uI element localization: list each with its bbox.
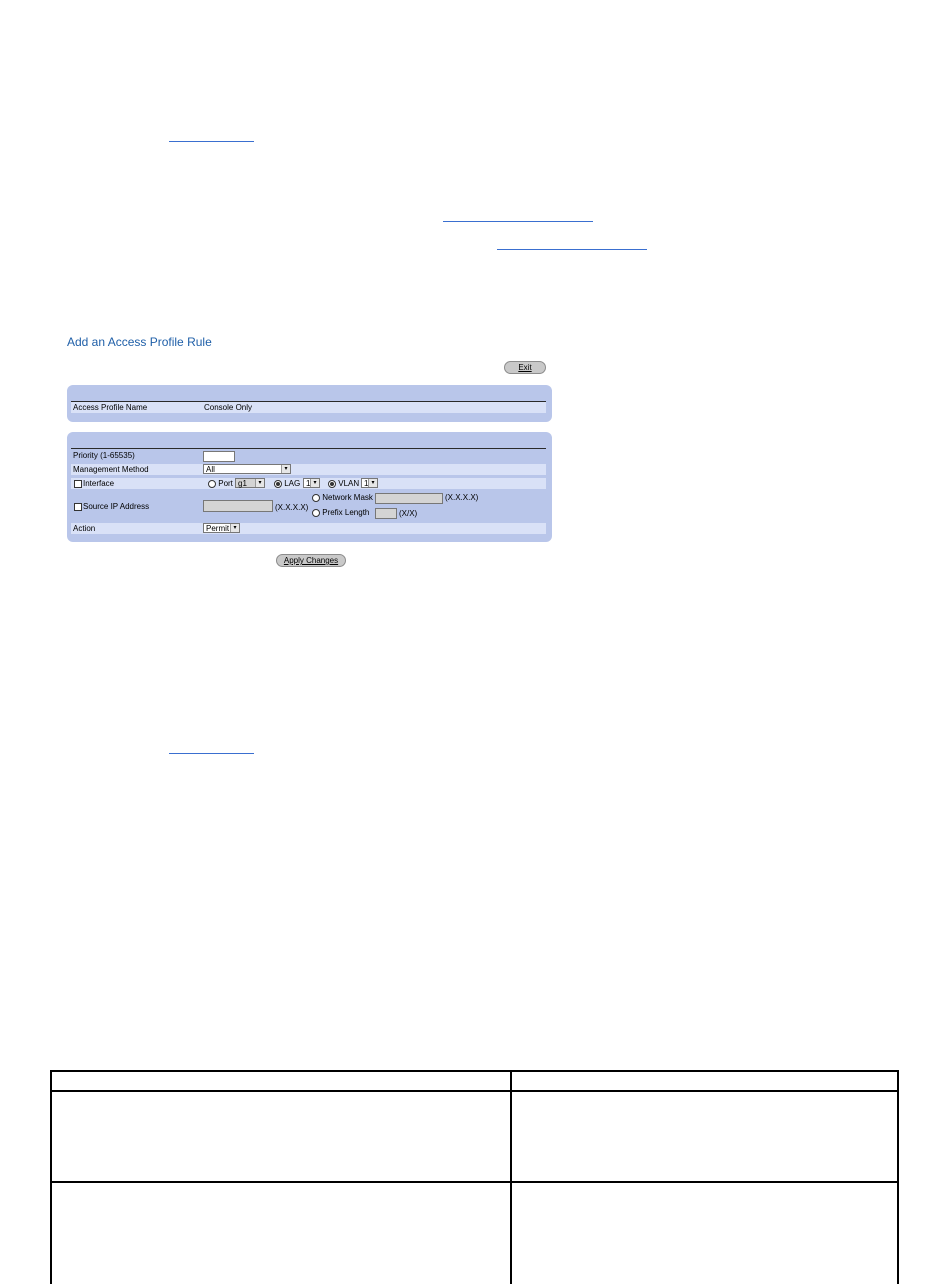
page-title: Add an Access Profile Rule xyxy=(67,335,212,349)
priority-row xyxy=(71,450,546,461)
action-select[interactable] xyxy=(203,523,240,533)
interface-label: Interface xyxy=(83,479,115,488)
method-label: Management Method xyxy=(73,465,149,474)
chevron-down-icon: ▾ xyxy=(255,479,264,487)
panel-header-rule xyxy=(71,448,546,449)
table-border-row xyxy=(50,1181,899,1183)
source-ip-checkbox[interactable] xyxy=(74,503,82,511)
prefix-format-hint: (X/X) xyxy=(399,509,418,518)
interface-checkbox[interactable] xyxy=(74,480,82,488)
action-label: Action xyxy=(73,524,96,533)
doc-link-4[interactable] xyxy=(169,753,254,754)
interface-checkbox-label[interactable] xyxy=(74,478,114,489)
lag-select[interactable] xyxy=(303,478,320,488)
action-value: Permit xyxy=(206,524,230,533)
table-border-right xyxy=(897,1070,899,1284)
network-mask-radio[interactable] xyxy=(312,494,320,502)
prefix-length-option[interactable] xyxy=(312,507,369,518)
source-ip-label: Source IP Address xyxy=(83,502,150,511)
method-select[interactable] xyxy=(203,464,291,474)
vlan-select[interactable] xyxy=(361,478,378,488)
lag-radio[interactable] xyxy=(274,480,282,488)
prefix-length-label: Prefix Length xyxy=(322,508,370,517)
doc-link-3[interactable] xyxy=(497,249,647,250)
profile-name-label: Access Profile Name xyxy=(73,403,148,412)
method-value: All xyxy=(206,465,215,474)
table-border-left xyxy=(50,1070,52,1284)
network-mask-label: Network Mask xyxy=(322,493,373,502)
priority-input[interactable] xyxy=(203,451,235,462)
mask-format-hint: (X.X.X.X) xyxy=(445,493,479,502)
table-border-middle xyxy=(510,1070,512,1284)
profile-name-row xyxy=(71,402,546,413)
table-border-top xyxy=(50,1070,899,1072)
port-label: Port xyxy=(218,479,233,488)
priority-label: Priority (1-65535) xyxy=(73,451,135,460)
network-mask-input[interactable] xyxy=(375,493,443,504)
network-mask-option[interactable] xyxy=(312,492,373,503)
profile-panel xyxy=(67,385,552,422)
vlan-value: 1 xyxy=(364,479,369,488)
port-radio[interactable] xyxy=(208,480,216,488)
doc-link-1[interactable] xyxy=(169,141,254,142)
vlan-label: VLAN xyxy=(338,479,360,488)
prefix-length-radio[interactable] xyxy=(312,509,320,517)
vlan-option[interactable] xyxy=(328,478,359,489)
method-row xyxy=(71,464,546,475)
rule-panel xyxy=(67,432,552,542)
apply-changes-button[interactable]: Apply Changes xyxy=(276,554,346,567)
doc-link-2[interactable] xyxy=(443,221,593,222)
table-border-header xyxy=(50,1090,899,1092)
chevron-down-icon: ▾ xyxy=(368,479,377,487)
chevron-down-icon: ▾ xyxy=(230,524,239,532)
chevron-down-icon: ▾ xyxy=(281,465,290,473)
source-ip-row xyxy=(71,492,546,521)
field-definition-table xyxy=(50,1070,899,1284)
port-select[interactable] xyxy=(235,478,265,488)
chevron-down-icon: ▾ xyxy=(310,479,319,487)
source-ip-checkbox-label[interactable] xyxy=(74,501,149,512)
lag-value: 1 xyxy=(306,479,311,488)
lag-option[interactable] xyxy=(274,478,300,489)
action-row xyxy=(71,523,546,534)
vlan-radio[interactable] xyxy=(328,480,336,488)
lag-label: LAG xyxy=(284,479,301,488)
port-value: g1 xyxy=(238,479,247,488)
profile-name-value: Console Only xyxy=(204,403,253,412)
exit-button[interactable]: Exit xyxy=(504,361,546,374)
ip-format-hint: (X.X.X.X) xyxy=(275,503,309,512)
prefix-length-input[interactable] xyxy=(375,508,397,519)
port-option[interactable] xyxy=(208,478,233,489)
source-ip-input[interactable] xyxy=(203,500,273,512)
